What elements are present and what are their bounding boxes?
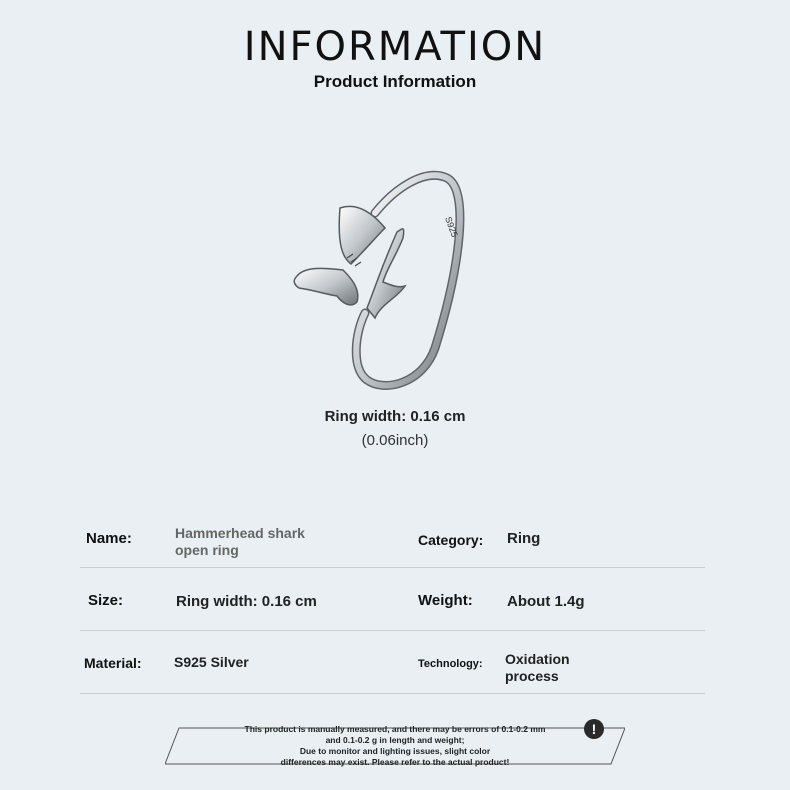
- hammerhead-ring-illustration: [285, 158, 485, 398]
- name-value-line2: open ring: [175, 542, 239, 558]
- page-subtitle: Product Information: [313, 72, 477, 91]
- material-label: Material:: [84, 655, 142, 671]
- ring-width-caption: Ring width: 0.16 cm: [324, 408, 466, 425]
- size-value: Ring width: 0.16 cm: [176, 593, 317, 610]
- spec-table: [80, 515, 705, 694]
- category-value: Ring: [507, 530, 541, 547]
- ring-engraving: S925: [443, 215, 460, 239]
- technology-value: [505, 651, 570, 685]
- size-label: Size:: [88, 592, 124, 609]
- spec-row-name: [80, 515, 705, 568]
- technology-value-line2: process: [505, 668, 559, 684]
- technology-value-line1: Oxidation: [505, 651, 570, 667]
- ring-width-inch-caption: (0.06inch): [361, 432, 429, 449]
- ring-product-image: [285, 158, 485, 398]
- notice-line3: Due to monitor and lighting issues, slight color: [299, 746, 491, 756]
- material-value: S925 Silver: [174, 654, 249, 670]
- notice-line2: and 0.1-0.2 g in length and weight;: [325, 735, 465, 745]
- technology-label: Technology:: [418, 658, 483, 670]
- notice-line1: This product is manually measured, and there may be errors of 0.1-0.2 mm: [244, 724, 546, 734]
- name-label: Name:: [86, 530, 132, 547]
- spec-row-material: [80, 631, 705, 694]
- name-value: [175, 525, 305, 559]
- weight-label: Weight:: [418, 592, 473, 609]
- measurement-notice: [165, 718, 625, 766]
- spec-row-size: [80, 568, 705, 631]
- notice-line4: differences may exist. Please refer to the actual product!: [280, 757, 510, 767]
- exclamation-icon: !: [584, 719, 604, 739]
- page-title: INFORMATION: [243, 24, 547, 70]
- category-label: Category:: [418, 532, 484, 548]
- weight-value: About 1.4g: [507, 593, 585, 610]
- notice-text: [205, 724, 585, 768]
- name-value-line1: Hammerhead shark: [175, 525, 305, 541]
